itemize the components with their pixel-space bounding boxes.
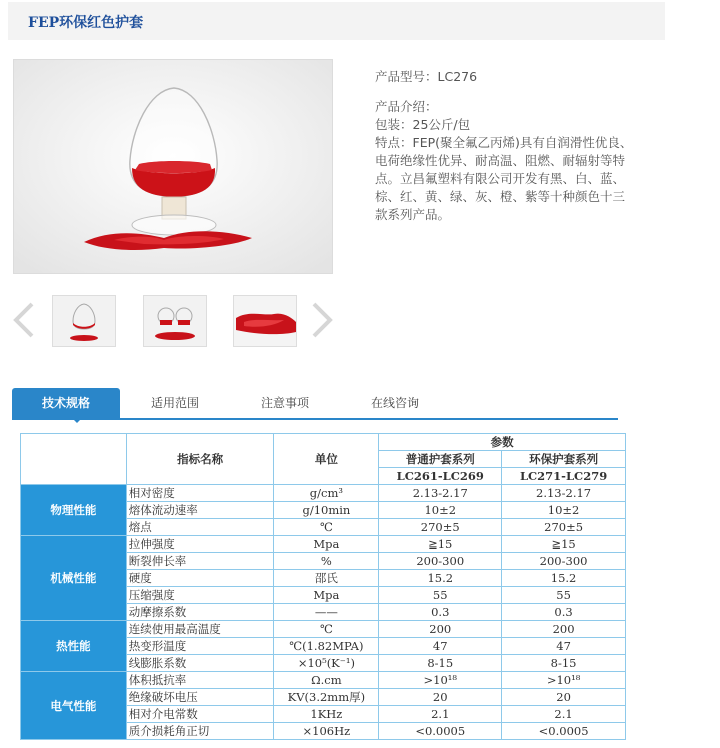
header-normal-series: 普通护套系列 (379, 451, 502, 468)
gallery-prev-arrow[interactable] (10, 300, 38, 340)
row-value-normal: 0.3 (379, 604, 502, 621)
row-name: 绝缘破坏电压 (126, 689, 274, 706)
row-value-eco: 200 (502, 621, 626, 638)
row-unit: ℃ (274, 621, 379, 638)
row-value-eco: 15.2 (502, 570, 626, 587)
page-title-bar (8, 2, 665, 40)
row-value-normal: 200-300 (379, 553, 502, 570)
product-features-line: 点。立昌氟塑料有限公司开发有黑、白、蓝、 (375, 171, 626, 186)
row-name: 动摩擦系数 (126, 604, 274, 621)
row-name: 拉伸强度 (126, 536, 274, 553)
row-name: 熔体流动速率 (126, 502, 274, 519)
table-row (21, 672, 626, 689)
row-unit: ℃ (274, 519, 379, 536)
tab-specs[interactable]: 技术规格 (12, 388, 120, 418)
row-unit: —— (274, 604, 379, 621)
product-intro-label: 产品介绍： (375, 99, 438, 114)
row-value-normal: 2.1 (379, 706, 502, 723)
row-name: 连续使用最高温度 (126, 621, 274, 638)
group-label: 机械性能 (21, 536, 127, 621)
thumbnail-image (53, 296, 115, 346)
tab-consult[interactable]: 在线咨询 (370, 396, 419, 410)
row-value-normal: 270±5 (379, 519, 502, 536)
gallery-thumb-1[interactable] (52, 295, 116, 347)
header-unit: 单位 (274, 434, 379, 485)
row-name: 熔点 (126, 519, 274, 536)
row-value-eco: 200-300 (502, 553, 626, 570)
thumbnail-image (234, 296, 296, 346)
header-params: 参数 (379, 434, 626, 451)
row-value-normal: 8-15 (379, 655, 502, 672)
group-label: 物理性能 (21, 485, 127, 536)
product-info (375, 68, 665, 224)
row-unit: % (274, 553, 379, 570)
row-value-eco: 20 (502, 689, 626, 706)
row-unit: g/cm³ (274, 485, 379, 502)
row-unit: KV(3.2mm厚) (274, 689, 379, 706)
row-unit: ℃(1.82MPA) (274, 638, 379, 655)
row-value-eco: <0.0005 (502, 723, 626, 740)
row-name: 线膨胀系数 (126, 655, 274, 672)
product-features-line: 电荷绝缘性优异、耐高温、阻燃、耐辐射等特 (375, 153, 626, 168)
row-unit: Mpa (274, 536, 379, 553)
row-value-normal: 20 (379, 689, 502, 706)
header-name: 指标名称 (126, 434, 274, 485)
row-name: 压缩强度 (126, 587, 274, 604)
table-row (21, 536, 626, 553)
product-features-line: 特点：FEP(聚全氟乙丙烯)具有自润滑性优良、 (375, 135, 633, 150)
row-name: 相对密度 (126, 485, 274, 502)
product-features-line: 款系列产品。 (375, 207, 451, 222)
row-name: 相对介电常数 (126, 706, 274, 723)
table-row (21, 485, 626, 502)
header-eco-range: LC271-LC279 (502, 468, 626, 485)
gallery-thumb-3[interactable] (233, 295, 297, 347)
product-features-line: 棕、红、黄、绿、灰、橙、紫等十种颜色十三 (375, 189, 626, 204)
gallery-next-arrow[interactable] (308, 300, 336, 340)
table-row (21, 621, 626, 638)
spec-table (20, 433, 626, 740)
row-value-normal: 15.2 (379, 570, 502, 587)
row-value-eco: ≧15 (502, 536, 626, 553)
chevron-left-icon (10, 300, 38, 340)
page-title: FEP环保红色护套 (28, 15, 144, 31)
row-value-normal: 55 (379, 587, 502, 604)
row-value-eco: 47 (502, 638, 626, 655)
row-unit: ×106Hz (274, 723, 379, 740)
row-name: 体积抵抗率 (126, 672, 274, 689)
gallery-thumb-2[interactable] (143, 295, 207, 347)
tab-applications[interactable]: 适用范围 (150, 396, 199, 410)
row-value-normal: 2.13-2.17 (379, 485, 502, 502)
product-packing: 包装：25公斤/包 (375, 117, 471, 132)
detail-tabs (12, 388, 618, 420)
row-value-eco: 2.1 (502, 706, 626, 723)
header-normal-range: LC261-LC269 (379, 468, 502, 485)
row-value-normal: 10±2 (379, 502, 502, 519)
row-value-eco: 270±5 (502, 519, 626, 536)
header-eco-series: 环保护套系列 (502, 451, 626, 468)
row-unit: g/10min (274, 502, 379, 519)
row-name: 断裂伸长率 (126, 553, 274, 570)
row-value-eco: 0.3 (502, 604, 626, 621)
row-value-eco: >10¹⁸ (502, 672, 626, 689)
product-image (14, 60, 332, 273)
group-label: 电气性能 (21, 672, 127, 740)
group-label: 热性能 (21, 621, 127, 672)
row-unit: ×10⁵(K⁻¹) (274, 655, 379, 672)
row-value-eco: 2.13-2.17 (502, 485, 626, 502)
active-tab-pointer (72, 418, 82, 423)
thumbnail-image (144, 296, 206, 346)
row-unit: 邵氏 (274, 570, 379, 587)
row-name: 质介损耗角正切 (126, 723, 274, 740)
table-corner (21, 434, 127, 485)
row-unit: Mpa (274, 587, 379, 604)
row-value-normal: >10¹⁸ (379, 672, 502, 689)
tab-notes[interactable]: 注意事项 (260, 396, 309, 410)
row-value-normal: 47 (379, 638, 502, 655)
row-name: 硬度 (126, 570, 274, 587)
row-value-normal: <0.0005 (379, 723, 502, 740)
chevron-right-icon (308, 300, 336, 340)
row-value-eco: 10±2 (502, 502, 626, 519)
product-model: 产品型号：LC276 (375, 69, 478, 84)
row-value-eco: 55 (502, 587, 626, 604)
row-unit: 1KHz (274, 706, 379, 723)
row-value-normal: ≧15 (379, 536, 502, 553)
row-value-normal: 200 (379, 621, 502, 638)
main-product-photo (13, 59, 333, 274)
row-name: 热变形温度 (126, 638, 274, 655)
row-value-eco: 8-15 (502, 655, 626, 672)
row-unit: Ω.cm (274, 672, 379, 689)
